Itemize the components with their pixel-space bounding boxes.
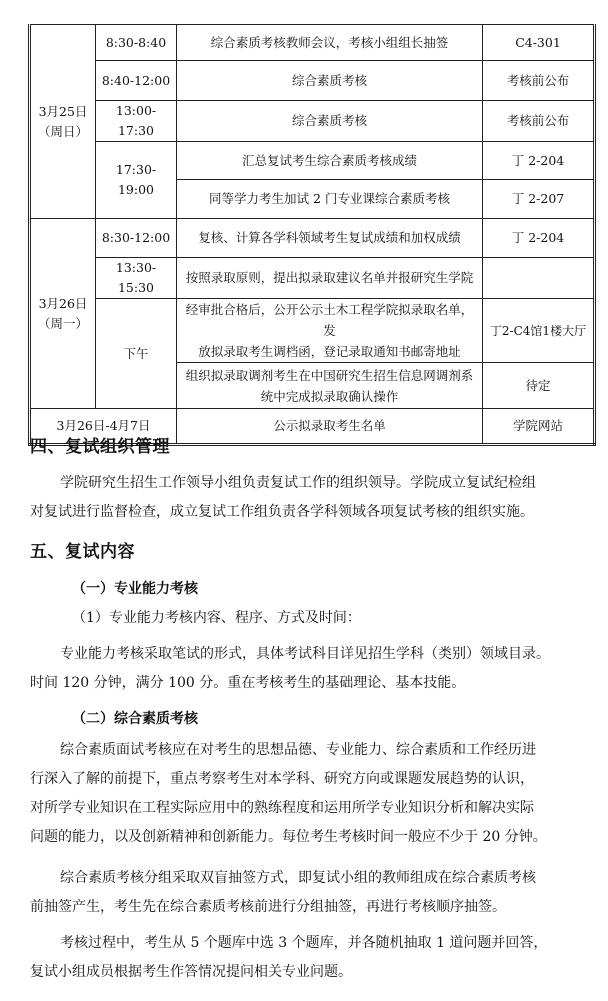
task-line: 组织拟录取调剂考生在中国研究生招生信息网调剂系 xyxy=(185,367,474,383)
day2-date-cell xyxy=(30,219,96,409)
final-time-cell: 3月26日-4月7日 xyxy=(30,409,177,445)
task-cell: 复核、计算各学科领域考生复试成绩和加权成绩 xyxy=(177,219,483,258)
task-cell: 综合素质考核 xyxy=(177,61,483,101)
text-line: 考核过程中，考生从 5 个题库中选 3 个题库，并各随机抽取 1 道问题并回答， xyxy=(60,935,548,951)
day2-date: 3月26日 xyxy=(38,295,88,311)
sub2-paragraph-1 xyxy=(30,736,590,852)
task-line: 放拟录取考生调档函，登记录取通知书邮寄地址 xyxy=(198,344,461,359)
time-cell: 8:30-8:40 xyxy=(96,25,177,61)
place-cell: 待定 xyxy=(483,363,595,409)
place-cell xyxy=(483,258,595,299)
text-line: 时间 120 分钟，满分 100 分。重在考核考生的基础理论、基本技能。 xyxy=(30,675,466,691)
text-line: 复试小组成员根据考生作答情况提问相关专业问题。 xyxy=(30,964,352,980)
time-cell: 8:40-12:00 xyxy=(96,61,177,101)
text-line: （1）专业能力考核内容、程序、方式及时间： xyxy=(72,610,361,626)
task-cell: 公示拟录取考生名单 xyxy=(177,409,483,445)
task-line: 统中完成拟录取确认操作 xyxy=(260,388,399,404)
day1-date-cell xyxy=(30,25,96,219)
day1-date: 3月25日 xyxy=(38,103,88,119)
task-cell xyxy=(177,363,483,409)
place-cell: 丁 2-204 xyxy=(483,142,595,180)
text-line: 行深入了解的前提下，重点考察考生对本学科、研究方向或课题发展趋势的认识， xyxy=(30,771,534,787)
schedule-table xyxy=(28,24,596,446)
text-line: 对复试进行监督检查，成立复试工作组负责各学科领域各项复试考核的组织实施。 xyxy=(30,504,534,520)
time-cell: 13:00-17:30 xyxy=(96,101,177,142)
sub1-heading: （一）专业能力考核 xyxy=(72,581,198,597)
text-line: 前抽签产生，考生先在综合素质考核前进行分组抽签，再进行考核顺序抽签。 xyxy=(30,899,506,915)
time-cell: 17:30-19:00 xyxy=(96,142,177,219)
task-cell: 综合素质考核 xyxy=(177,101,483,142)
text-line: 问题的能力，以及创新精神和创新能力。每位考生考核时间一般应不少于 20 分钟。 xyxy=(30,829,547,845)
sub1-paragraph xyxy=(30,640,590,698)
place-cell: C4-301 xyxy=(483,25,595,61)
text-line: 综合素质考核分组采取双盲抽签方式，即复试小组的教师组成在综合素质考核 xyxy=(60,870,536,886)
sub1-item xyxy=(30,604,590,633)
task-cell: 汇总复试考生综合素质考核成绩 xyxy=(177,142,483,180)
section4-heading: 四、复试组织管理 xyxy=(30,437,170,457)
text-line: 学院研究生招生工作领导小组负责复试工作的组织领导。学院成立复试纪检组 xyxy=(60,475,536,491)
time-cell: 下午 xyxy=(96,299,177,409)
section4-paragraph xyxy=(30,469,590,527)
task-line: 经审批合格后，公开公示土木工程学院拟录取名单，发 xyxy=(185,302,474,338)
place-cell: 学院网站 xyxy=(483,409,595,445)
time-cell: 8:30-12:00 xyxy=(96,219,177,258)
sub2-paragraph-2 xyxy=(30,864,590,922)
place-cell: 考核前公布 xyxy=(483,101,595,142)
text-line: 对所学专业知识在工程实际应用中的熟练程度和运用所学专业知识分析和解决实际 xyxy=(30,800,534,816)
task-cell xyxy=(177,299,483,363)
text-line: 专业能力考核采取笔试的形式，具体考试科目详见招生学科（类别）领域目录。 xyxy=(60,646,550,662)
time-cell: 13:30-15:30 xyxy=(96,258,177,299)
task-cell: 按照录取原则，提出拟录取建议名单并报研究生学院 xyxy=(177,258,483,299)
place-cell: 丁 2-204 xyxy=(483,219,595,258)
place-cell: 丁2-C4馆1楼大厅 xyxy=(483,299,595,363)
place-cell: 丁 2-207 xyxy=(483,180,595,219)
task-cell: 综合素质考核教师会议，考核小组组长抽签 xyxy=(177,25,483,61)
day2-weekday: （周一） xyxy=(37,315,88,331)
place-cell: 考核前公布 xyxy=(483,61,595,101)
day1-weekday: （周日） xyxy=(37,123,88,139)
sub2-heading: （二）综合素质考核 xyxy=(72,711,198,727)
text-line: 综合素质面试考核应在对考生的思想品德、专业能力、综合素质和工作经历进 xyxy=(60,742,536,758)
task-cell: 同等学力考生加试 2 门专业课综合素质考核 xyxy=(177,180,483,219)
sub2-paragraph-3 xyxy=(30,929,590,987)
section5-heading: 五、复试内容 xyxy=(30,542,135,562)
